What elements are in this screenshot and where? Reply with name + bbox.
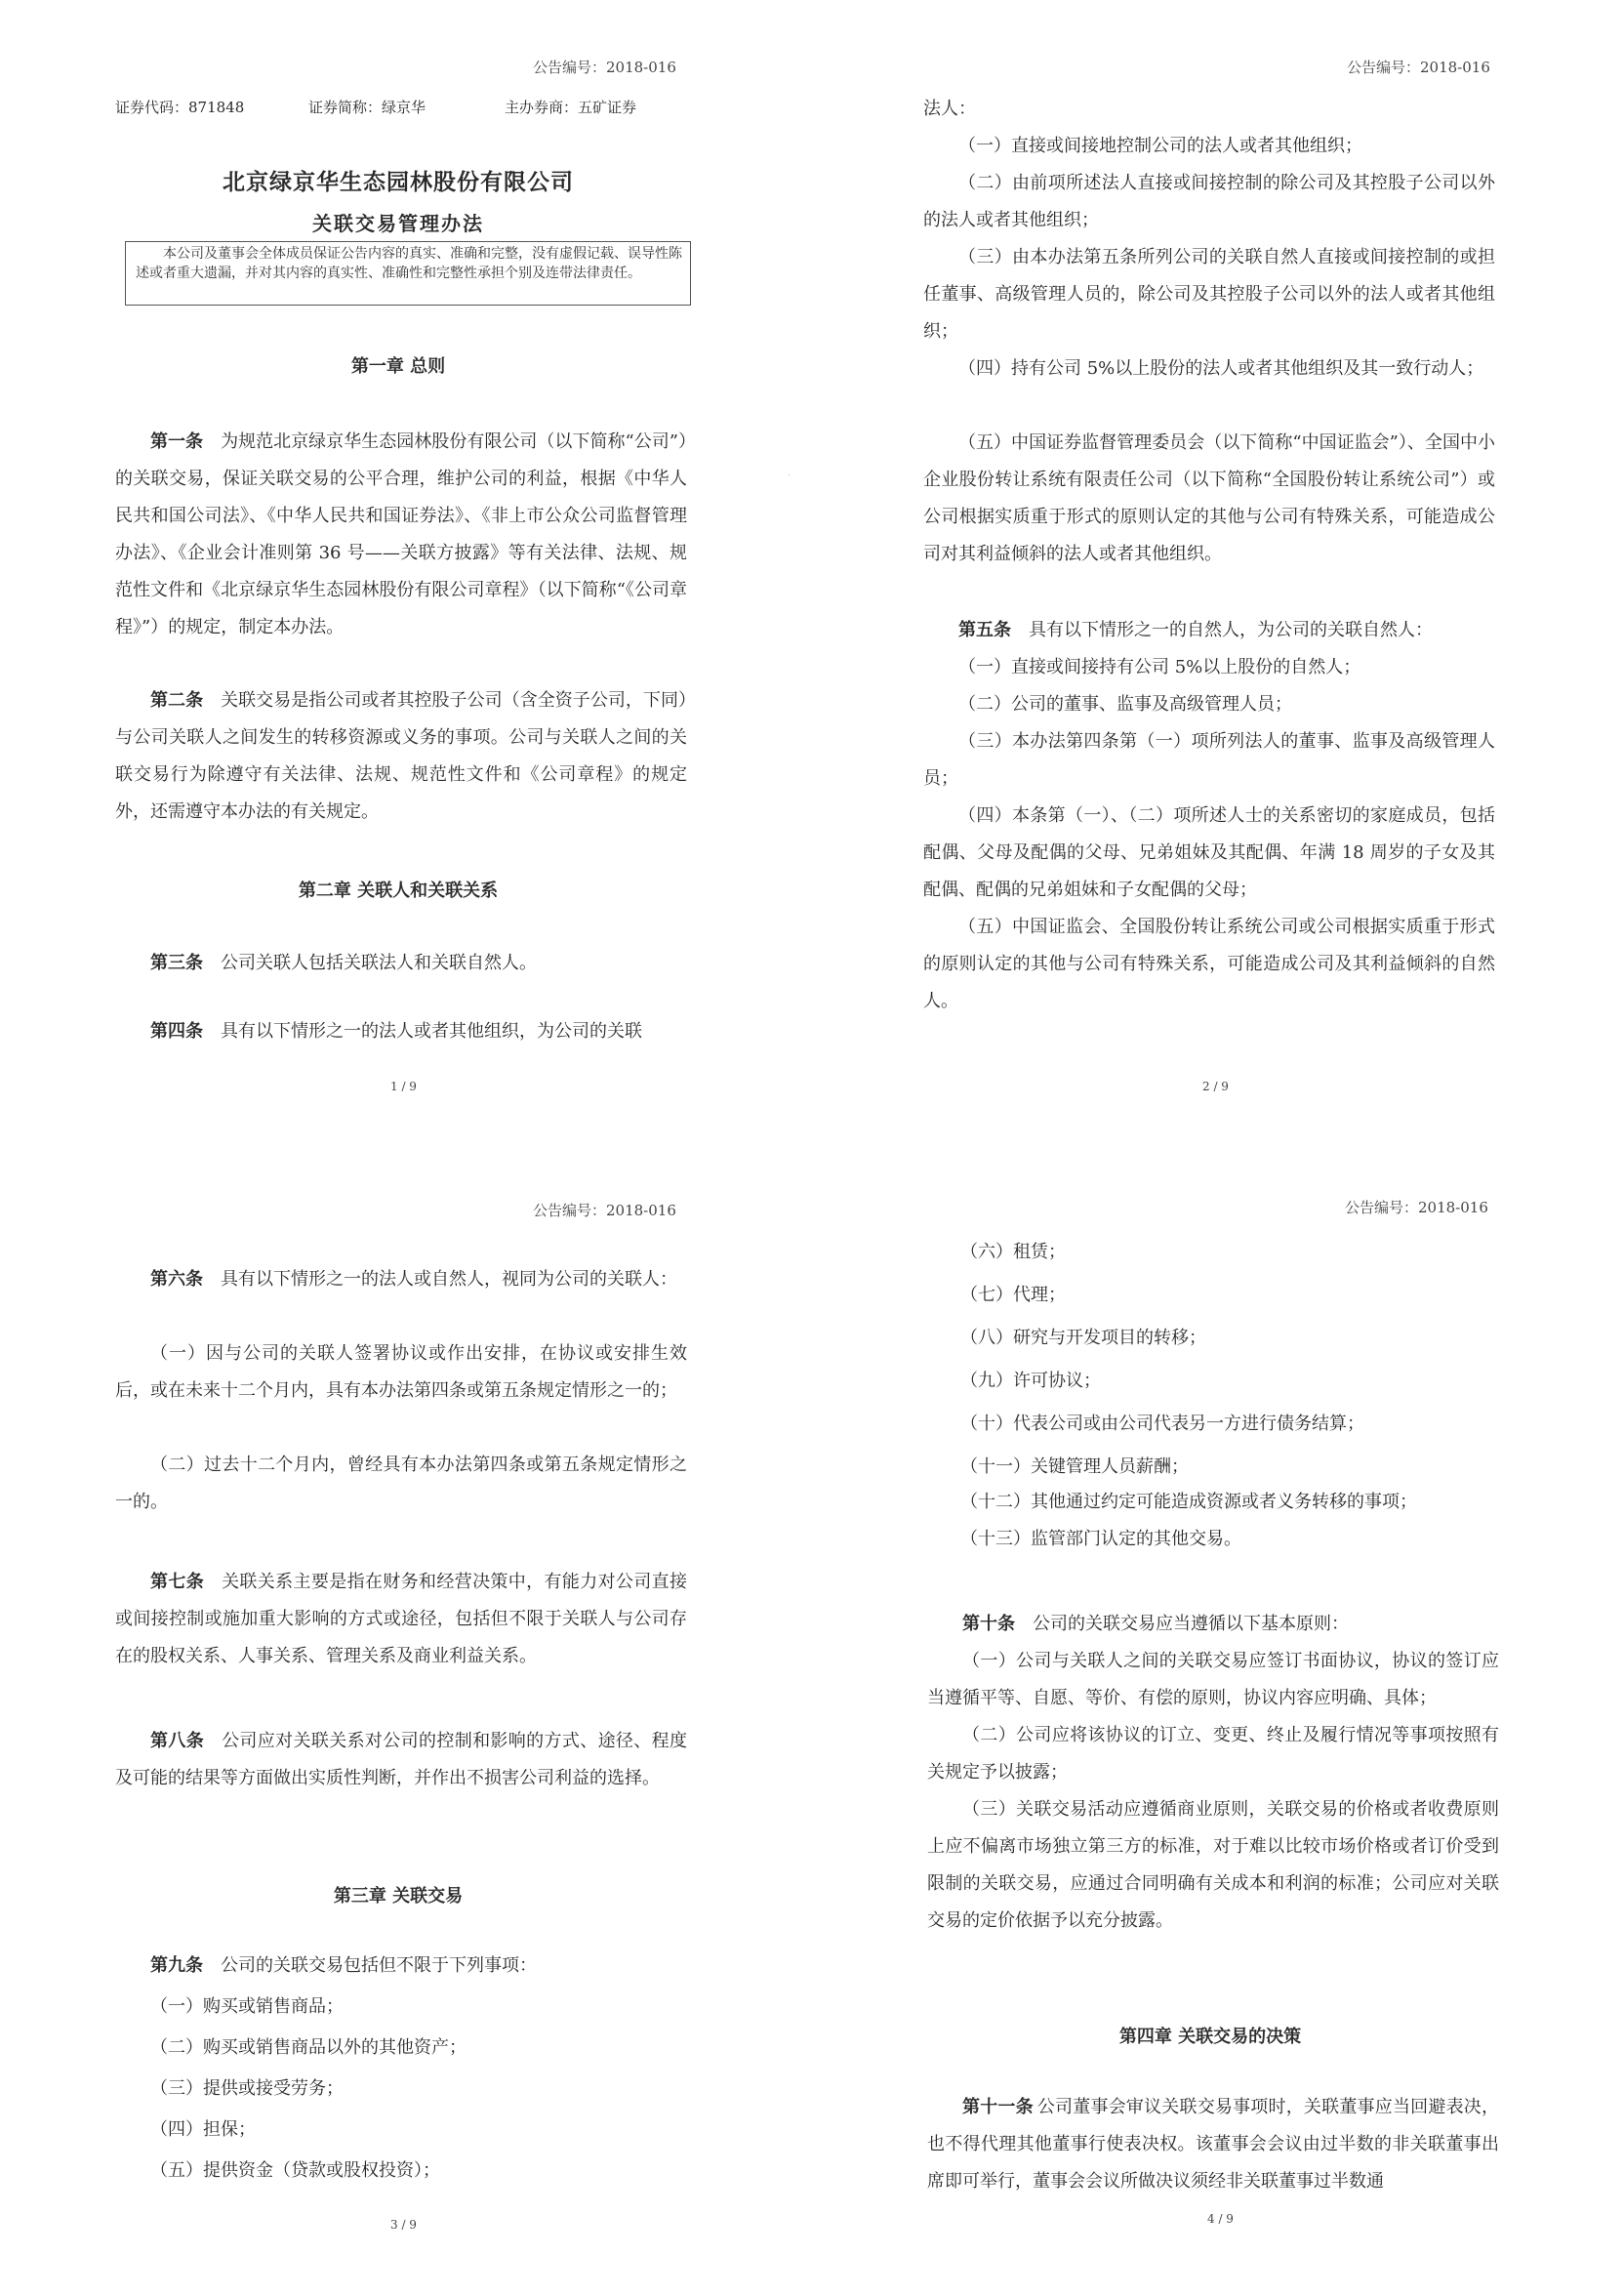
document-page-3: [0, 1148, 812, 2296]
article-5: 第五条 具有以下情形之一的自然人，为公司的关联自然人：: [958, 620, 1433, 640]
article-6-item-1: （一）因与公司的关联人签署协议或作出安排，在协议或安排生效后，或在未来十二个月内，具有本办法第四条或第五条规定情形之一的；: [115, 1343, 687, 1401]
chapter-heading: 第四章 关联交易的决策: [1118, 2027, 1302, 2047]
article-10-item-2: （二）公司应将该协议的订立、变更、终止及履行情况等事项按照有关规定予以披露；: [927, 1725, 1499, 1783]
article-4: 第四条 具有以下情形之一的法人或者其他组织，为公司的关联: [150, 1021, 642, 1042]
list-item: （七）代理；: [960, 1285, 1066, 1305]
page-number: 1 / 9: [390, 1080, 417, 1093]
article-7: 第七条 关联关系主要是指在财务和经营决策中，有能力对公司直接或间接控制或施加重大影响的方式或途径，包括但不限于关联人与公司存在的股权关系、人事关系、管理关系及商业利益关系。: [115, 1572, 688, 1666]
article-5-item-4: （四）本条第（一）、（二）项所述人士的关系密切的家庭成员，包括配偶、父母及配偶的父母、兄弟姐妹及其配偶、年满 18 周岁的子女及其配偶、配偶的兄弟姐妹和子女配偶的父母；: [923, 805, 1495, 900]
list-item: （九）许可协议；: [960, 1371, 1101, 1391]
list-item: （六）租赁；: [960, 1242, 1066, 1262]
disclaimer-box: 本公司及董事会全体成员保证公告内容的真实、准确和完整，没有虚假记载、误导性陈述或者重大遗漏，并对其内容的真实性、准确性和完整性承担个别及连带法律责任。: [125, 241, 691, 306]
page-number: 4 / 9: [1207, 2212, 1234, 2226]
security-name: 证券简称：绿京华: [308, 99, 426, 116]
article-1: 第一条 为规范北京绿京华生态园林股份有限公司（以下简称“公司”）的关联交易，保证关联交易的公平合理，维护公司的利益，根据《中华人民共和国公司法》、《中华人民共和国证券法》、《非上市公众公司监督管理办法》、《企业会计准则第 36 号——关联方披露》等有关法律、法规、规范性文件和《北京绿京华生态园林股份有限公司章程》（以下简称“《公司章程》”）的规定，制定本办法。: [115, 431, 687, 637]
article-3: 第三条 公司关联人包括关联法人和关联自然人。: [150, 953, 537, 973]
article-5-item-2: （二）公司的董事、监事及高级管理人员；: [958, 694, 1292, 715]
article-4-item-4: （四）持有公司 5%以上股份的法人或者其他组织及其一致行动人；: [958, 358, 1484, 379]
scan-mark: [789, 474, 790, 475]
article-8: 第八条 公司应对关联关系对公司的控制和影响的方式、途径、程度及可能的结果等方面做出实质性判断，并作出不损害公司利益的选择。: [115, 1731, 688, 1788]
document-page-2: [812, 0, 1624, 1148]
list-item: （十）代表公司或由公司代表另一方进行债务结算；: [960, 1414, 1364, 1434]
document-page-4: [812, 1148, 1624, 2296]
continued-text: 法人：: [923, 99, 976, 119]
article-5-item-1: （一）直接或间接持有公司 5%以上股份的自然人；: [958, 657, 1361, 677]
announcement-number: 公告编号：2018-016: [1347, 59, 1490, 76]
article-10-item-3: （三）关联交易活动应遵循商业原则，关联交易的价格或者收费原则上应不偏离市场独立第三方的标准，对于难以比较市场价格或者订价受到限制的关联交易，应通过合同明确有关成本和利润的标准；公司应对关联交易的定价依据予以充分披露。: [927, 1799, 1499, 1931]
article-5-item-5: （五）中国证监会、全国股份转让系统公司或公司根据实质重于形式的原则认定的其他与公司有特殊关系，可能造成公司及其利益倾斜的自然人。: [923, 917, 1495, 1011]
article-9: 第九条 公司的关联交易包括但不限于下列事项：: [150, 1955, 537, 1976]
article-4-item-2: （二）由前项所述法人直接或间接控制的除公司及其控股子公司以外的法人或者其他组织；: [923, 173, 1495, 230]
list-item: （二）购买或销售商品以外的其他资产；: [150, 2037, 467, 2058]
chapter-heading: 第一章 总则: [350, 356, 446, 377]
chapter-heading: 第二章 关联人和关联关系: [298, 881, 499, 901]
article-10: 第十条 公司的关联交易应当遵循以下基本原则：: [962, 1614, 1349, 1634]
document-title: 北京绿京华生态园林股份有限公司: [223, 169, 574, 195]
document-page-1: [0, 0, 812, 1148]
security-code: 证券代码：871848: [115, 99, 245, 116]
announcement-number: 公告编号：2018-016: [1345, 1199, 1488, 1216]
list-item: （四）担保；: [150, 2119, 256, 2140]
announcement-number: 公告编号：2018-016: [533, 1202, 676, 1219]
page-number: 3 / 9: [390, 2218, 417, 2232]
article-4-item-1: （一）直接或间接地控制公司的法人或者其他组织；: [958, 136, 1362, 156]
article-4-item-3: （三）由本办法第五条所列公司的关联自然人直接或间接控制的或担任董事、高级管理人员的，除公司及其控股子公司以外的法人或者其他组织；: [923, 247, 1495, 342]
article-5-item-3: （三）本办法第四条第（一）项所列法人的董事、监事及高级管理人员；: [923, 731, 1495, 789]
list-item: （十一）关键管理人员薪酬；: [960, 1456, 1189, 1477]
announcement-number: 公告编号：2018-016: [533, 59, 676, 76]
list-item: （八）研究与开发项目的转移；: [960, 1328, 1206, 1348]
chapter-heading: 第三章 关联交易: [333, 1886, 464, 1906]
list-item: （五）提供资金（贷款或股权投资）；: [150, 2160, 440, 2181]
article-10-item-1: （一）公司与关联人之间的关联交易应签订书面协议，协议的签订应当遵循平等、自愿、等价、有偿的原则，协议内容应明确、具体；: [927, 1651, 1499, 1708]
article-6-item-2: （二）过去十二个月内，曾经具有本办法第四条或第五条规定情形之一的。: [115, 1455, 687, 1512]
document-subtitle: 关联交易管理办法: [312, 212, 484, 235]
page-number: 2 / 9: [1202, 1080, 1229, 1093]
list-item: （十三）监管部门认定的其他交易。: [960, 1529, 1241, 1549]
list-item: （十二）其他通过约定可能造成资源或者义务转移的事项；: [960, 1492, 1417, 1512]
article-4-item-5: （五）中国证券监督管理委员会（以下简称“中国证监会”）、全国中小企业股份转让系统有限责任公司（以下简称“全国股份转让系统公司”）或公司根据实质重于形式的原则认定的其他与公司有特殊关系，可能造成公司对其利益倾斜的法人或者其他组织。: [923, 432, 1495, 564]
article-6: 第六条 具有以下情形之一的法人或自然人，视同为公司的关联人：: [150, 1269, 677, 1290]
sponsor-broker: 主办券商：五矿证券: [505, 99, 637, 116]
list-item: （三）提供或接受劳务；: [150, 2078, 344, 2099]
article-2: 第二条 关联交易是指公司或者其控股子公司（含全资子公司，下同）与公司关联人之间发生的转移资源或义务的事项。公司与关联人之间的关联交易行为除遵守有关法律、法规、规范性文件和《公司章程》的规定外，还需遵守本办法的有关规定。: [115, 690, 688, 822]
article-11: 第十一条 公司董事会审议关联交易事项时，关联董事应当回避表决，也不得代理其他董事行使表决权。该董事会会议由过半数的非关联董事出席即可举行，董事会会议所做决议须经非关联董事过半数通: [927, 2097, 1499, 2192]
list-item: （一）购买或销售商品；: [150, 1996, 344, 2017]
